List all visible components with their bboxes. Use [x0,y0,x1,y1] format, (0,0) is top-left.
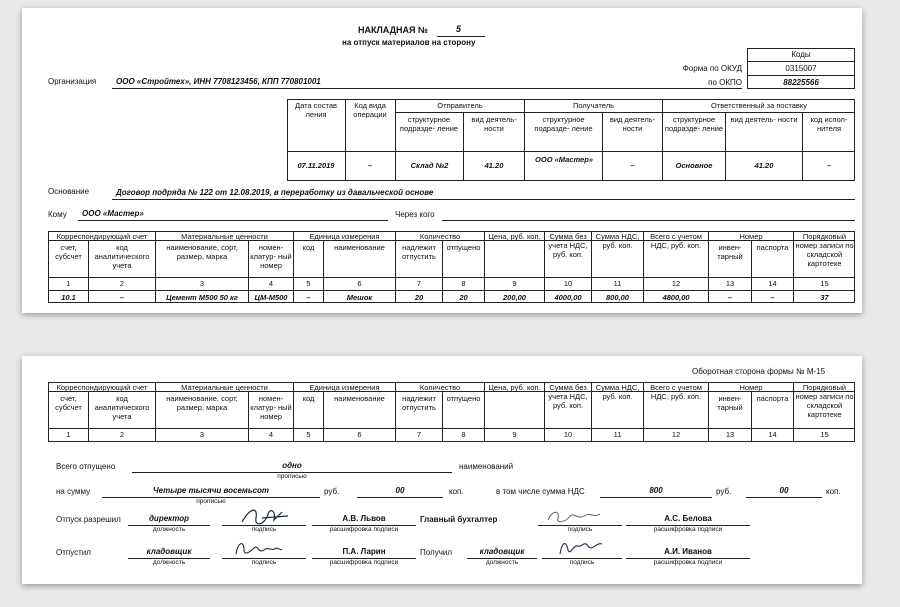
doc-number: 5 [456,24,462,34]
back-col-num-6: 6 [357,431,362,439]
back-col-num-15: 15 [820,431,829,439]
allowed-name: А.В. Львов [342,514,386,523]
col-num-12: 12 [671,280,681,288]
back-col-num-5: 5 [306,431,311,439]
back-title: Оборотная сторона формы № М-15 [692,367,826,376]
col-num-4: 4 [268,280,274,288]
th-inventory: инвен- тарный [717,244,743,261]
row-cell-15: 37 [820,294,829,302]
back-th-materials: Материальные ценности [181,384,268,392]
back-th-analytic-code: код аналитического учета [94,395,150,421]
back-th-vat-sum: Сумма НДС, руб. коп. [595,384,640,401]
okpo-value: 88225566 [783,78,819,87]
back-th-inventory: инвен- тарный [717,395,743,412]
back-th-nomenclature: номен- клатур- ный номер [250,395,292,421]
back-col-num-14: 14 [768,431,777,439]
col-num-1: 1 [66,280,71,288]
allowed-position-caption: должность [152,526,186,533]
row-cell-9: 200,00 [503,294,526,302]
col-num-11: 11 [613,280,622,288]
released-by-signature-icon [228,538,288,560]
col-num-10: 10 [563,280,573,288]
allowed-position: директор [148,514,189,523]
col-sender: Отправитель [437,102,483,110]
org-value: ООО «Стройтех», ИНН 7708123456, КПП 770801001 [116,77,321,86]
col-num-13: 13 [725,280,735,288]
back-col-num-11: 11 [613,431,622,439]
row-date: 07.11.2019 [297,162,335,170]
invoice-back-page [22,356,862,584]
back-col-num-9: 9 [512,431,517,439]
released-by-position-caption: должность [152,559,186,566]
col-num-2: 2 [119,280,125,288]
th-total-vat: Всего с учетом НДС, руб. коп. [650,233,702,250]
back-th-price: Цена, руб. коп. [488,384,541,392]
row-resp-activity: 41.20 [754,162,774,170]
back-col-num-2: 2 [119,431,125,439]
vat-rub: руб. [716,487,732,496]
th-materials: Материальные ценности [181,233,268,241]
resp-code-header: код испол- нителя [810,116,848,133]
th-price: Цена, руб. коп. [488,233,541,241]
propis-caption-2: прописью [196,498,226,505]
th-nomenclature: номен- клатур- ный номер [250,244,292,270]
released-by-decode-caption: расшифровка подписи [329,559,399,566]
released-total-value: одно [282,461,302,470]
col-responsible: Ответственный за поставку [711,102,807,110]
released-by-label: Отпустил [56,548,91,557]
okpo-label: по ОКПО [708,78,742,87]
back-col-num-12: 12 [671,431,681,439]
released-by-position: кладовщик [146,547,192,556]
back-th-total-vat: Всего с учетом НДС, руб. коп. [650,384,702,401]
chief-sign-caption: подпись [567,526,593,533]
col-num-9: 9 [512,280,517,288]
back-th-qty: Количество [419,384,461,392]
back-col-num-10: 10 [563,431,573,439]
back-col-num-8: 8 [461,431,466,439]
sum-kop-value: 00 [395,486,405,495]
row-cell-10: 4000,00 [554,294,582,302]
resp-unit-header: структурное подразде- ление [664,116,724,133]
back-th-corr-account: Корреспондирующий счет [56,384,148,392]
row-cell-2: – [119,294,125,302]
th-unit-code: код [302,244,315,252]
chief-decode-caption: расшифровка подписи [653,526,723,533]
back-col-num-13: 13 [725,431,735,439]
through-label: Через кого [395,210,435,219]
received-position-caption: должность [485,559,519,566]
released-total-label: Всего отпущено [56,462,116,471]
col-receiver: Получатель [573,102,614,110]
row-cell-3: Цемент М500 50 кг [166,294,238,302]
chief-accountant-label: Главный бухгалтер [420,515,498,524]
allowed-decode-caption: расшифровка подписи [329,526,399,533]
back-th-qty-release: надлежит отпустить [402,395,436,412]
row-cell-13: – [727,294,733,302]
row-op: – [367,162,373,170]
back-th-sum-no-vat: Сумма без учета НДС, руб. коп. [548,384,588,410]
row-cell-14: – [770,294,775,302]
th-unit: Единица измерения [309,233,380,241]
released-by-sign-caption: подпись [251,559,277,566]
th-qty: Количество [419,233,461,241]
row-cell-1: 10.1 [61,294,76,302]
basis-label: Основание [48,187,90,196]
received-sign-caption: подпись [569,559,595,566]
col-num-5: 5 [306,280,311,288]
received-decode-caption: расшифровка подписи [653,559,723,566]
row-resp-unit: Основное [675,162,713,170]
vat-kop: коп. [826,487,841,496]
th-qty-released: отпущено [446,244,481,252]
sender-unit-header: структурное подразде- ление [399,116,459,133]
whom-label: Кому [48,210,67,219]
th-sum-no-vat: Сумма без учета НДС, руб. коп. [548,233,588,259]
col-op: Код вида операции [353,102,387,119]
chief-accountant-name: А.С. Белова [664,514,712,523]
th-card-no: Порядковый номер записи по складской картотеке [795,233,854,268]
invoice-front-page [22,8,862,313]
sum-kop: коп. [449,487,464,496]
row-cell-4: ЦМ-М500 [254,294,288,302]
back-col-num-7: 7 [416,431,422,439]
sum-label: на сумму [56,487,91,496]
row-cell-12: 4800,00 [662,294,690,302]
row-receiver-activity: – [630,162,635,170]
th-account: счет, субсчет [55,244,82,261]
col-num-14: 14 [768,280,777,288]
row-receiver-unit: ООО «Мастер» [535,156,593,164]
allowed-sign-caption: подпись [251,526,277,533]
received-position: кладовщик [479,547,525,556]
col-num-7: 7 [416,280,422,288]
codes-label: Коды [791,50,811,59]
back-th-number: Номер [739,384,763,392]
released-by-name: П.А. Ларин [342,547,386,556]
row-sender-unit: Склад №2 [410,162,449,170]
th-corr-account: Корреспондирующий счет [56,233,148,241]
sum-rub: руб. [324,487,340,496]
resp-activity-header: вид деятель- ности [730,116,798,124]
back-th-card-no: Порядковый номер записи по складской картотеке [795,384,854,419]
th-analytic-code: код аналитического учета [94,244,150,270]
back-th-unit-name: наименование [334,395,385,403]
receiver-activity-header: вид деятель- ности [609,116,656,133]
doc-subtitle: на отпуск материалов на сторону [342,38,476,47]
received-name: А.И. Иванов [664,547,712,556]
vat-kop-value: 00 [779,486,789,495]
row-cell-11: 800,00 [606,294,629,302]
back-th-unit: Единица измерения [309,384,380,392]
back-th-unit-code: код [302,395,315,403]
doc-title: НАКЛАДНАЯ № [358,25,429,35]
basis-value: Договор подряда № 122 от 12.08.2019, в переработку из давальческой основе [116,188,434,197]
sum-value: Четыре тысячи восемьсот [152,486,270,495]
row-cell-7: 20 [414,294,424,302]
whom-value: ООО «Мастер» [82,209,144,218]
col-num-6: 6 [357,280,362,288]
back-col-num-1: 1 [66,431,71,439]
receiver-unit-header: структурное подразде- ление [534,116,593,133]
received-label: Получил [420,548,452,557]
vat-label: в том числе сумма НДС [496,487,585,496]
vat-value: 800 [649,486,663,495]
org-label: Организация [48,77,97,86]
th-passport: паспорта [756,244,789,252]
row-cell-8: 20 [459,294,468,302]
th-mat-name: наименование, сорт, размер, марка [166,244,238,261]
col-num-8: 8 [461,280,466,288]
back-th-mat-name: наименование, сорт, размер, марка [166,395,238,412]
th-vat-sum: Сумма НДС, руб. коп. [595,233,640,250]
row-resp-code: – [826,162,832,170]
back-th-account: счет, субсчет [55,395,82,412]
back-col-num-3: 3 [199,431,205,439]
propis-caption-1: прописью [277,473,307,480]
th-qty-release: надлежит отпустить [402,244,436,261]
back-th-qty-released: отпущено [446,395,481,403]
okud-value: 0315007 [785,64,817,73]
names-label: наименований [459,462,514,471]
row-sender-activity: 41.20 [484,162,504,170]
back-th-passport: паспорта [756,395,789,403]
col-date: Дата состав ления [295,102,337,119]
row-cell-6: Мешок [346,294,373,302]
row-cell-5: – [306,294,311,302]
col-num-3: 3 [199,280,205,288]
col-num-15: 15 [820,280,829,288]
back-col-num-4: 4 [268,431,274,439]
received-signature-icon [552,536,608,560]
okud-label: Форма по ОКУД [682,64,742,73]
sender-activity-header: вид деятель- ности [471,116,517,133]
allowed-label: Отпуск разрешил [56,515,121,524]
th-number: Номер [739,233,763,241]
th-unit-name: наименование [334,244,385,252]
